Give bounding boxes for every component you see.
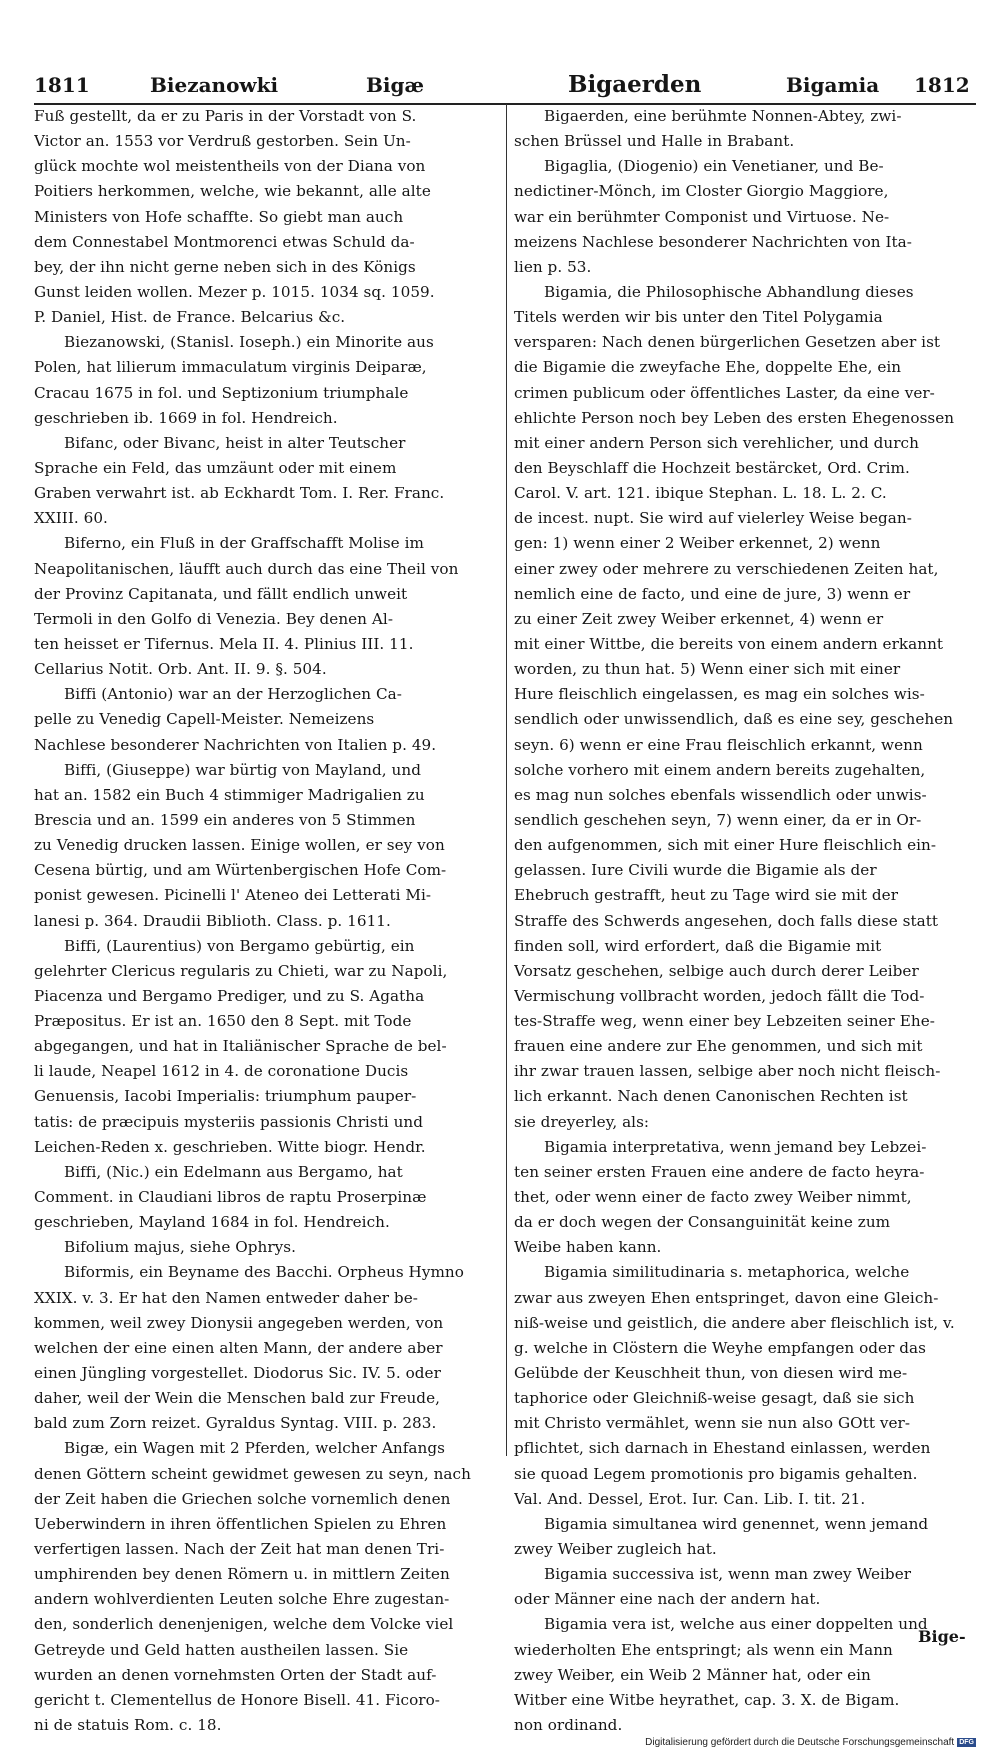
- text-line: worden, zu thun hat. 5) Wenn einer sich mit einer: [514, 660, 901, 679]
- text-line: Witber eine Witbe heyrathet, cap. 3. X. de Bigam.: [514, 1690, 900, 1709]
- text-line: Biffi, (Nic.) ein Edelmann aus Bergamo, hat: [64, 1162, 403, 1181]
- text-line: Bigæ, ein Wagen mit 2 Pferden, welcher Anfangs: [64, 1439, 445, 1458]
- right-first-headword: Bigaerden: [568, 71, 702, 98]
- text-line: Bifolium majus, siehe Ophrys.: [64, 1238, 297, 1257]
- text-line: ihr zwar trauen lassen, selbige aber noch nicht fleisch-: [514, 1062, 941, 1081]
- text-line: Termoli in den Golfo di Venezia. Bey denen Al-: [34, 609, 394, 628]
- text-line: crimen publicum oder öffentliches Laster, da eine ver-: [514, 383, 935, 402]
- text-line: Sprache ein Feld, das umzäunt oder mit einem: [34, 458, 397, 477]
- text-line: schen Brüssel und Halle in Brabant.: [514, 132, 795, 151]
- text-line: ehlichte Person noch bey Leben des ersten Ehegenossen: [514, 408, 955, 427]
- right-column: [514, 104, 976, 1738]
- text-line: Bigamia vera ist, welche aus einer doppelten und: [544, 1615, 928, 1634]
- text-line: Leichen-Reden x. geschrieben. Witte biogr. Hendr.: [34, 1137, 426, 1156]
- text-line: sendlich geschehen seyn, 7) wenn einer, da er in Or-: [514, 810, 922, 829]
- text-line: Biffi (Antonio) war an der Herzoglichen Ca-: [64, 685, 402, 704]
- text-line: Brescia und an. 1599 ein anderes von 5 Stimmen: [34, 810, 416, 829]
- text-line: frauen eine andere zur Ehe genommen, und sich mit: [514, 1037, 923, 1056]
- dfg-logo-icon: DFG: [959, 1738, 974, 1746]
- text-line: Vermischung vollbracht worden, jedoch fällt die Tod-: [514, 986, 925, 1005]
- text-line: abgegangen, und hat in Italiänischer Sprache de bel-: [34, 1037, 447, 1056]
- text-line: zwar aus zweyen Ehen entspringet, davon eine Gleich-: [514, 1288, 939, 1307]
- text-line: Comment. in Claudiani libros de raptu Proserpinæ: [34, 1188, 427, 1207]
- text-line: Poitiers herkommen, welche, wie bekannt, alle alte: [34, 182, 431, 201]
- text-line: glück mochte wol meistentheils von der Diana von: [34, 157, 426, 176]
- text-line: Piacenza und Bergamo Prediger, und zu S. Agatha: [34, 986, 425, 1005]
- text-line: zwey Weiber, ein Weib 2 Männer hat, oder ein: [514, 1665, 871, 1684]
- right-last-headword: Bigamia: [786, 73, 880, 97]
- text-line: denen Göttern scheint gewidmet gewesen zu seyn, nach: [34, 1464, 471, 1483]
- text-line: Ministers von Hofe schaffte. So giebt man auch: [34, 207, 404, 226]
- text-line: Polen, hat lilierum immaculatum virginis Deiparæ,: [34, 358, 427, 377]
- text-line: Titels werden wir bis unter den Titel Polygamia: [514, 308, 883, 327]
- text-line: tes-Straffe weg, wenn einer bey Lebzeiten seiner Ehe-: [514, 1012, 935, 1031]
- text-line: Gunst leiden wollen. Mezer p. 1015. 1034 sq. 1059.: [34, 282, 435, 301]
- catchword: Bige-: [918, 1627, 966, 1646]
- left-last-headword: Bigæ: [366, 73, 424, 97]
- text-line: andern wohlverdienten Leuten solche Ehre zugestan-: [34, 1590, 450, 1609]
- text-line: finden soll, wird erfordert, daß die Bigamie mit: [514, 936, 882, 955]
- text-line: gelassen. Iure Civili wurde die Bigamie als der: [514, 861, 877, 880]
- text-line: Biferno, ein Fluß in der Graffschafft Molise im: [64, 534, 424, 553]
- text-line: geschrieben, Mayland 1684 in fol. Hendreich.: [34, 1213, 390, 1232]
- text-line: pelle zu Venedig Capell-Meister. Nemeizens: [34, 710, 375, 729]
- text-line: non ordinand.: [514, 1716, 623, 1734]
- text-line: gericht t. Clementellus de Honore Bisell. 41. Ficoro-: [34, 1690, 440, 1709]
- text-line: versparen: Nach denen bürgerlichen Gesetzen aber ist: [514, 333, 941, 352]
- text-line: Biezanowski, (Stanisl. Ioseph.) ein Minorite aus: [64, 333, 434, 352]
- text-line: gelehrter Clericus regularis zu Chieti, war zu Napoli,: [34, 961, 448, 980]
- text-line: den, sonderlich denenjenigen, welche dem Volcke viel: [34, 1615, 454, 1634]
- text-line: mit einer Wittbe, die bereits von einem andern erkannt: [514, 634, 944, 653]
- text-line: Neapolitanischen, läufft auch durch das eine Theil von: [34, 559, 459, 578]
- text-line: der Provinz Capitanata, und fällt endlich unweit: [34, 584, 408, 603]
- text-line: Gelübde der Keuschheit thun, von diesen wird me-: [514, 1364, 908, 1383]
- left-first-headword: Biezanowki: [150, 73, 279, 97]
- right-page-number: 1812: [914, 73, 970, 97]
- text-line: einer zwey oder mehrere zu verschiedenen Zeiten hat,: [514, 559, 939, 578]
- text-line: Getreyde und Geld hatten austheilen lassen. Sie: [34, 1640, 409, 1659]
- text-line: wiederholten Ehe entspringt; als wenn ein Mann: [514, 1640, 893, 1659]
- left-page-number: 1811: [34, 73, 90, 97]
- text-line: Fuß gestellt, da er zu Paris in der Vorstadt von S.: [34, 107, 417, 125]
- text-line: nedictiner-Mönch, im Closter Giorgio Maggiore,: [514, 182, 889, 201]
- text-line: zu einer Zeit zwey Weiber erkennet, 4) wenn er: [514, 609, 884, 628]
- text-line: Ueberwindern in ihren öffentlichen Spielen zu Ehren: [34, 1514, 447, 1533]
- text-line: dem Connestabel Montmorenci etwas Schuld da-: [34, 232, 415, 251]
- text-line: lich erkannt. Nach denen Canonischen Rechten ist: [514, 1087, 908, 1106]
- text-line: Biffi, (Laurentius) von Bergamo gebürtig, ein: [64, 936, 415, 955]
- text-line: Ehebruch gestrafft, heut zu Tage wird sie mit der: [514, 886, 899, 905]
- text-line: ten heisset er Tifernus. Mela II. 4. Plinius III. 11.: [34, 634, 414, 653]
- text-line: verfertigen lassen. Nach der Zeit hat man denen Tri-: [34, 1540, 445, 1559]
- text-line: bald zum Zorn reizet. Gyraldus Syntag. VIII. p. 283.: [34, 1414, 437, 1433]
- text-line: taphorice oder Gleichniß-weise gesagt, daß sie sich: [514, 1389, 915, 1408]
- text-line: bey, der ihn nicht gerne neben sich in des Königs: [34, 257, 416, 276]
- page-header: [34, 68, 976, 102]
- text-line: zu Venedig drucken lassen. Einige wollen, er sey von: [34, 836, 445, 855]
- text-line: sendlich oder unwissendlich, daß es eine sey, geschehen: [514, 710, 954, 729]
- text-line: ponist gewesen. Picinelli l' Ateneo dei Letterati Mi-: [34, 886, 432, 905]
- text-line: Cellarius Notit. Orb. Ant. II. 9. §. 504.: [34, 660, 327, 679]
- text-line: nemlich eine de facto, und eine de jure, 3) wenn er: [514, 584, 911, 603]
- text-line: thet, oder wenn einer de facto zwey Weiber nimmt,: [514, 1188, 912, 1207]
- text-line: solche vorhero mit einem andern bereits zugehalten,: [514, 760, 926, 779]
- text-line: Bigaerden, eine berühmte Nonnen-Abtey, zwi-: [544, 107, 902, 125]
- text-line: niß-weise und geistlich, die andere aber fleischlich ist, v.: [514, 1313, 955, 1332]
- text-line: Straffe des Schwerds angesehen, doch falls diese statt: [514, 911, 939, 930]
- text-line: oder Männer eine nach der andern hat.: [514, 1590, 821, 1609]
- text-line: de incest. nupt. Sie wird auf vielerley Weise began-: [514, 509, 912, 528]
- text-line: Nachlese besonderer Nachrichten von Italien p. 49.: [34, 735, 437, 754]
- text-line: ten seiner ersten Frauen eine andere de facto heyra-: [514, 1162, 925, 1181]
- text-line: sie quoad Legem promotionis pro bigamis gehalten.: [514, 1464, 918, 1483]
- left-column: [34, 104, 500, 1738]
- text-line: XXIX. v. 3. Er hat den Namen entweder daher be-: [34, 1288, 418, 1307]
- digitization-footer: [645, 1737, 976, 1748]
- footer-text: Digitalisierung gefördert durch die Deutsche Forschungsgemeinschaft: [645, 1737, 955, 1748]
- text-line: die Bigamie die zweyfache Ehe, doppelte Ehe, ein: [514, 358, 902, 377]
- text-line: Bigamia similitudinaria s. metaphorica, welche: [544, 1263, 910, 1282]
- text-line: den aufgenommen, sich mit einer Hure fleischlich ein-: [514, 836, 937, 855]
- text-line: pflichtet, sich darnach in Ehestand einlassen, werden: [514, 1439, 931, 1458]
- text-line: seyn. 6) wenn er eine Frau fleischlich erkannt, wenn: [514, 735, 923, 754]
- text-line: ni de statuis Rom. c. 18.: [34, 1716, 222, 1734]
- text-line: Bifanc, oder Bivanc, heist in alter Teutscher: [64, 433, 406, 452]
- text-line: es mag nun solches ebenfals wissendlich oder unwis-: [514, 785, 927, 804]
- text-line: Graben verwahrt ist. ab Eckhardt Tom. I. Rer. Franc.: [34, 484, 445, 503]
- text-line: Bigamia simultanea wird genennet, wenn jemand: [544, 1514, 929, 1533]
- text-line: daher, weil der Wein die Menschen bald zur Freude,: [34, 1389, 440, 1408]
- text-line: Biformis, ein Beyname des Bacchi. Orpheus Hymno: [64, 1263, 464, 1282]
- text-line: tatis: de præcipuis mysteriis passionis Christi und: [34, 1112, 424, 1131]
- text-line: mit Christo vermählet, wenn sie nun also GOtt ver-: [514, 1414, 911, 1433]
- text-line: war ein berühmter Componist und Virtuose. Ne-: [514, 207, 890, 226]
- text-line: Biffi, (Giuseppe) war bürtig von Mayland, und: [64, 760, 421, 779]
- text-line: geschrieben ib. 1669 in fol. Hendreich.: [34, 408, 338, 427]
- text-line: Bigaglia, (Diogenio) ein Venetianer, und Be-: [544, 157, 884, 176]
- text-line: zwey Weiber zugleich hat.: [514, 1540, 717, 1559]
- text-line: lien p. 53.: [514, 257, 592, 276]
- text-line: sie dreyerley, als:: [514, 1112, 650, 1131]
- column-divider: [506, 104, 507, 1456]
- text-line: Hure fleischlich eingelassen, es mag ein solches wis-: [514, 685, 925, 704]
- text-line: P. Daniel, Hist. de France. Belcarius &c.: [34, 308, 346, 327]
- text-line: Carol. V. art. 121. ibique Stephan. L. 18. L. 2. C.: [514, 484, 887, 503]
- text-line: g. welche in Clöstern die Weyhe empfangen oder das: [514, 1338, 926, 1357]
- text-line: Vorsatz geschehen, selbige auch durch derer Leiber: [514, 961, 919, 980]
- text-line: Bigamia interpretativa, wenn jemand bey Lebzei-: [544, 1137, 927, 1156]
- text-line: Genuensis, Iacobi Imperialis: triumphum pauper-: [34, 1087, 417, 1106]
- text-line: Bigamia, die Philosophische Abhandlung dieses: [544, 282, 914, 301]
- text-line: lanesi p. 364. Draudii Biblioth. Class. p. 1611.: [34, 911, 391, 930]
- text-line: meizens Nachlese besonderer Nachrichten von Ita-: [514, 232, 912, 251]
- text-line: wurden an denen vornehmsten Orten der Stadt auf-: [34, 1665, 437, 1684]
- text-line: der Zeit haben die Griechen solche vornemlich denen: [34, 1489, 451, 1508]
- text-line: Cracau 1675 in fol. und Septizonium triumphale: [34, 383, 409, 402]
- text-line: umphirenden bey denen Römern u. in mittlern Zeiten: [34, 1565, 450, 1584]
- text-line: Weibe haben kann.: [514, 1238, 662, 1257]
- text-line: li laude, Neapel 1612 in 4. de coronatione Ducis: [34, 1062, 409, 1081]
- text-line: XXIII. 60.: [34, 509, 108, 528]
- text-line: Victor an. 1553 vor Verdruß gestorben. Sein Un-: [34, 132, 411, 151]
- text-line: welchen der eine einen alten Mann, der andere aber: [34, 1338, 443, 1357]
- text-line: gen: 1) wenn einer 2 Weiber erkennet, 2) wenn: [514, 534, 881, 553]
- text-line: kommen, weil zwey Dionysii angegeben werden, von: [34, 1313, 444, 1332]
- text-line: Cesena bürtig, und am Würtenbergischen Hofe Com-: [34, 861, 447, 880]
- text-line: da er doch wegen der Consanguinität keine zum: [514, 1213, 891, 1232]
- text-line: mit einer andern Person sich verehlicher, und durch: [514, 433, 919, 452]
- text-line: den Beyschlaff die Hochzeit bestärcket, Ord. Crim.: [514, 458, 910, 477]
- text-line: Bigamia successiva ist, wenn man zwey Weiber: [544, 1565, 912, 1584]
- text-line: hat an. 1582 ein Buch 4 stimmiger Madrigalien zu: [34, 785, 425, 804]
- text-line: Val. And. Dessel, Erot. Iur. Can. Lib. I. tit. 21.: [514, 1489, 866, 1508]
- text-line: Præpositus. Er ist an. 1650 den 8 Sept. mit Tode: [34, 1012, 412, 1031]
- text-line: einen Jüngling vorgestellet. Diodorus Sic. IV. 5. oder: [34, 1364, 441, 1383]
